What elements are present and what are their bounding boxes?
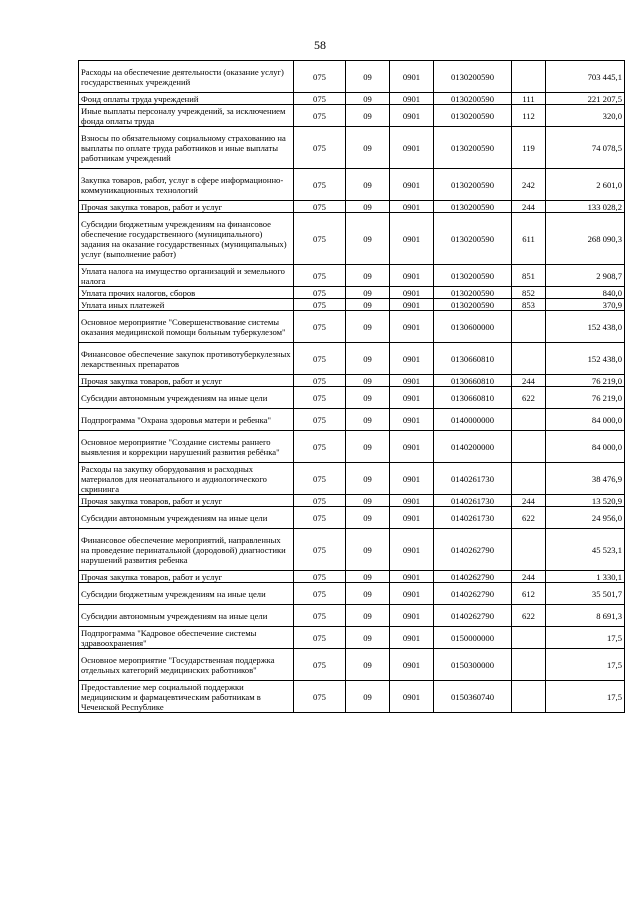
section-code-cell: 09 [346, 605, 390, 627]
amount-cell: 76 219,0 [546, 375, 625, 387]
table-row [79, 463, 625, 495]
expense-kind-cell [512, 311, 546, 343]
table-row [79, 201, 625, 213]
ministry-code-cell: 075 [294, 649, 346, 681]
budget-table-body [79, 61, 625, 713]
section-code-cell: 09 [346, 375, 390, 387]
budget-table [78, 60, 625, 713]
target-item-cell: 0140261730 [434, 507, 512, 529]
amount-cell: 17,5 [546, 627, 625, 649]
subsection-code-cell: 0901 [390, 431, 434, 463]
target-item-cell: 0130600000 [434, 311, 512, 343]
subsection-code-cell: 0901 [390, 127, 434, 169]
expense-name-cell: Подпрограмма "Охрана здоровья матери и ребенка" [79, 409, 294, 431]
subsection-code-cell: 0901 [390, 463, 434, 495]
ministry-code-cell: 075 [294, 529, 346, 571]
ministry-code-cell: 075 [294, 169, 346, 201]
target-item-cell: 0130200590 [434, 105, 512, 127]
expense-name-cell: Уплата прочих налогов, сборов [79, 287, 294, 299]
section-code-cell: 09 [346, 529, 390, 571]
subsection-code-cell: 0901 [390, 409, 434, 431]
target-item-cell: 0130200590 [434, 127, 512, 169]
expense-kind-cell [512, 463, 546, 495]
amount-cell: 84 000,0 [546, 431, 625, 463]
table-row [79, 343, 625, 375]
expense-kind-cell: 853 [512, 299, 546, 311]
expense-name-cell: Уплата иных платежей [79, 299, 294, 311]
expense-kind-cell: 244 [512, 495, 546, 507]
ministry-code-cell: 075 [294, 507, 346, 529]
expense-name-cell: Уплата налога на имущество организаций и земельного налога [79, 265, 294, 287]
amount-cell: 17,5 [546, 649, 625, 681]
subsection-code-cell: 0901 [390, 201, 434, 213]
table-row [79, 583, 625, 605]
target-item-cell: 0130200590 [434, 265, 512, 287]
table-row [79, 105, 625, 127]
table-row [79, 495, 625, 507]
expense-kind-cell [512, 649, 546, 681]
expense-kind-cell: 622 [512, 605, 546, 627]
expense-kind-cell: 612 [512, 583, 546, 605]
target-item-cell: 0130660810 [434, 387, 512, 409]
subsection-code-cell: 0901 [390, 287, 434, 299]
table-row [79, 571, 625, 583]
amount-cell: 268 090,3 [546, 213, 625, 265]
expense-kind-cell [512, 409, 546, 431]
subsection-code-cell: 0901 [390, 343, 434, 375]
subsection-code-cell: 0901 [390, 529, 434, 571]
table-row [79, 127, 625, 169]
subsection-code-cell: 0901 [390, 571, 434, 583]
expense-name-cell: Финансовое обеспечение закупок противотуберкулезных лекарственных препаратов [79, 343, 294, 375]
target-item-cell: 0140262790 [434, 605, 512, 627]
table-row [79, 61, 625, 93]
amount-cell: 152 438,0 [546, 343, 625, 375]
ministry-code-cell: 075 [294, 343, 346, 375]
table-row [79, 299, 625, 311]
table-row [79, 431, 625, 463]
section-code-cell: 09 [346, 343, 390, 375]
amount-cell: 8 691,3 [546, 605, 625, 627]
target-item-cell: 0140000000 [434, 409, 512, 431]
ministry-code-cell: 075 [294, 201, 346, 213]
amount-cell: 152 438,0 [546, 311, 625, 343]
table-row [79, 169, 625, 201]
expense-kind-cell: 622 [512, 387, 546, 409]
section-code-cell: 09 [346, 431, 390, 463]
ministry-code-cell: 075 [294, 93, 346, 105]
expense-name-cell: Субсидии автономным учреждениям на иные цели [79, 507, 294, 529]
target-item-cell: 0140200000 [434, 431, 512, 463]
amount-cell: 13 520,9 [546, 495, 625, 507]
ministry-code-cell: 075 [294, 265, 346, 287]
expense-kind-cell: 112 [512, 105, 546, 127]
subsection-code-cell: 0901 [390, 311, 434, 343]
ministry-code-cell: 075 [294, 299, 346, 311]
subsection-code-cell: 0901 [390, 105, 434, 127]
target-item-cell: 0130200590 [434, 299, 512, 311]
expense-name-cell: Предоставление мер социальной поддержки медицинским и фармацевтическим работникам в Чеченской Республике [79, 681, 294, 713]
section-code-cell: 09 [346, 649, 390, 681]
target-item-cell: 0130200590 [434, 169, 512, 201]
expense-kind-cell: 611 [512, 213, 546, 265]
table-row [79, 605, 625, 627]
expense-name-cell: Основное мероприятие "Государственная поддержка отдельных категорий медицинских работников" [79, 649, 294, 681]
table-row [79, 507, 625, 529]
amount-cell: 1 330,1 [546, 571, 625, 583]
amount-cell: 840,0 [546, 287, 625, 299]
ministry-code-cell: 075 [294, 571, 346, 583]
section-code-cell: 09 [346, 681, 390, 713]
section-code-cell: 09 [346, 201, 390, 213]
expense-kind-cell: 244 [512, 571, 546, 583]
expense-name-cell: Субсидии автономным учреждениям на иные цели [79, 605, 294, 627]
expense-name-cell: Фонд оплаты труда учреждений [79, 93, 294, 105]
expense-kind-cell [512, 627, 546, 649]
amount-cell: 320,0 [546, 105, 625, 127]
expense-kind-cell [512, 343, 546, 375]
section-code-cell: 09 [346, 61, 390, 93]
subsection-code-cell: 0901 [390, 387, 434, 409]
expense-kind-cell: 244 [512, 201, 546, 213]
section-code-cell: 09 [346, 265, 390, 287]
amount-cell: 35 501,7 [546, 583, 625, 605]
expense-kind-cell: 111 [512, 93, 546, 105]
page-number: 58 [314, 38, 326, 52]
expense-name-cell: Основное мероприятие "Создание системы раннего выявления и коррекции нарушений развития ребёнка" [79, 431, 294, 463]
amount-cell: 133 028,2 [546, 201, 625, 213]
expense-name-cell: Прочая закупка товаров, работ и услуг [79, 375, 294, 387]
expense-kind-cell [512, 431, 546, 463]
table-row [79, 213, 625, 265]
expense-kind-cell [512, 61, 546, 93]
table-row [79, 287, 625, 299]
section-code-cell: 09 [346, 495, 390, 507]
ministry-code-cell: 075 [294, 105, 346, 127]
ministry-code-cell: 075 [294, 627, 346, 649]
subsection-code-cell: 0901 [390, 583, 434, 605]
amount-cell: 24 956,0 [546, 507, 625, 529]
target-item-cell: 0130660810 [434, 343, 512, 375]
subsection-code-cell: 0901 [390, 681, 434, 713]
target-item-cell: 0150000000 [434, 627, 512, 649]
expense-kind-cell: 242 [512, 169, 546, 201]
section-code-cell: 09 [346, 387, 390, 409]
ministry-code-cell: 075 [294, 375, 346, 387]
ministry-code-cell: 075 [294, 387, 346, 409]
target-item-cell: 0140262790 [434, 529, 512, 571]
target-item-cell: 0130200590 [434, 61, 512, 93]
table-row [79, 387, 625, 409]
section-code-cell: 09 [346, 287, 390, 299]
target-item-cell: 0150300000 [434, 649, 512, 681]
amount-cell: 703 445,1 [546, 61, 625, 93]
amount-cell: 2 908,7 [546, 265, 625, 287]
expense-name-cell: Субсидии бюджетным учреждениям на иные цели [79, 583, 294, 605]
ministry-code-cell: 075 [294, 311, 346, 343]
target-item-cell: 0130200590 [434, 287, 512, 299]
expense-kind-cell: 852 [512, 287, 546, 299]
subsection-code-cell: 0901 [390, 61, 434, 93]
subsection-code-cell: 0901 [390, 93, 434, 105]
section-code-cell: 09 [346, 93, 390, 105]
target-item-cell: 0130200590 [434, 93, 512, 105]
ministry-code-cell: 075 [294, 583, 346, 605]
ministry-code-cell: 075 [294, 287, 346, 299]
target-item-cell: 0150360740 [434, 681, 512, 713]
target-item-cell: 0130200590 [434, 201, 512, 213]
subsection-code-cell: 0901 [390, 495, 434, 507]
ministry-code-cell: 075 [294, 409, 346, 431]
subsection-code-cell: 0901 [390, 299, 434, 311]
amount-cell: 84 000,0 [546, 409, 625, 431]
amount-cell: 221 207,5 [546, 93, 625, 105]
expense-name-cell: Закупка товаров, работ, услуг в сфере информационно-коммуникационных технологий [79, 169, 294, 201]
amount-cell: 370,9 [546, 299, 625, 311]
section-code-cell: 09 [346, 463, 390, 495]
subsection-code-cell: 0901 [390, 375, 434, 387]
target-item-cell: 0140262790 [434, 571, 512, 583]
section-code-cell: 09 [346, 507, 390, 529]
ministry-code-cell: 075 [294, 463, 346, 495]
amount-cell: 76 219,0 [546, 387, 625, 409]
section-code-cell: 09 [346, 105, 390, 127]
expense-kind-cell: 851 [512, 265, 546, 287]
ministry-code-cell: 075 [294, 127, 346, 169]
ministry-code-cell: 075 [294, 431, 346, 463]
expense-name-cell: Прочая закупка товаров, работ и услуг [79, 201, 294, 213]
target-item-cell: 0140262790 [434, 583, 512, 605]
table-row [79, 93, 625, 105]
expense-kind-cell: 244 [512, 375, 546, 387]
section-code-cell: 09 [346, 127, 390, 169]
subsection-code-cell: 0901 [390, 649, 434, 681]
subsection-code-cell: 0901 [390, 627, 434, 649]
subsection-code-cell: 0901 [390, 605, 434, 627]
subsection-code-cell: 0901 [390, 507, 434, 529]
table-row [79, 529, 625, 571]
amount-cell: 74 078,5 [546, 127, 625, 169]
expense-name-cell: Иные выплаты персоналу учреждений, за исключением фонда оплаты труда [79, 105, 294, 127]
target-item-cell: 0130200590 [434, 213, 512, 265]
table-row [79, 311, 625, 343]
expense-name-cell: Расходы на обеспечение деятельности (оказание услуг) государственных учреждений [79, 61, 294, 93]
ministry-code-cell: 075 [294, 495, 346, 507]
section-code-cell: 09 [346, 311, 390, 343]
ministry-code-cell: 075 [294, 213, 346, 265]
expense-name-cell: Прочая закупка товаров, работ и услуг [79, 495, 294, 507]
section-code-cell: 09 [346, 213, 390, 265]
expense-name-cell: Финансовое обеспечение мероприятий, направленных на проведение перинатальной (дородовой) диагностики нарушений развития ребенка [79, 529, 294, 571]
table-row [79, 375, 625, 387]
amount-cell: 38 476,9 [546, 463, 625, 495]
table-row [79, 649, 625, 681]
expense-kind-cell [512, 529, 546, 571]
expense-name-cell: Субсидии автономным учреждениям на иные цели [79, 387, 294, 409]
table-row [79, 265, 625, 287]
expense-name-cell: Прочая закупка товаров, работ и услуг [79, 571, 294, 583]
table-row [79, 681, 625, 713]
amount-cell: 45 523,1 [546, 529, 625, 571]
expense-name-cell: Основное мероприятие "Совершенствование системы оказания медицинской помощи больным туберкулезом" [79, 311, 294, 343]
amount-cell: 2 601,0 [546, 169, 625, 201]
expense-kind-cell: 622 [512, 507, 546, 529]
amount-cell: 17,5 [546, 681, 625, 713]
section-code-cell: 09 [346, 583, 390, 605]
target-item-cell: 0140261730 [434, 463, 512, 495]
expense-name-cell: Взносы по обязательному социальному страхованию на выплаты по оплате труда работников и иные выплаты работникам учреждений [79, 127, 294, 169]
subsection-code-cell: 0901 [390, 213, 434, 265]
subsection-code-cell: 0901 [390, 169, 434, 201]
expense-kind-cell [512, 681, 546, 713]
section-code-cell: 09 [346, 409, 390, 431]
ministry-code-cell: 075 [294, 61, 346, 93]
section-code-cell: 09 [346, 169, 390, 201]
expense-name-cell: Подпрограмма "Кадровое обеспечение системы здравоохранения" [79, 627, 294, 649]
expense-name-cell: Расходы на закупку оборудования и расходных материалов для неонатального и аудиологического скрининга [79, 463, 294, 495]
ministry-code-cell: 075 [294, 605, 346, 627]
subsection-code-cell: 0901 [390, 265, 434, 287]
table-row [79, 627, 625, 649]
ministry-code-cell: 075 [294, 681, 346, 713]
expense-kind-cell: 119 [512, 127, 546, 169]
table-row [79, 409, 625, 431]
section-code-cell: 09 [346, 627, 390, 649]
target-item-cell: 0140261730 [434, 495, 512, 507]
expense-name-cell: Субсидии бюджетным учреждениям на финансовое обеспечение государственного (муниципального) задания на оказание государственных (муниципальных) услуг (выполнение работ) [79, 213, 294, 265]
target-item-cell: 0130660810 [434, 375, 512, 387]
section-code-cell: 09 [346, 299, 390, 311]
section-code-cell: 09 [346, 571, 390, 583]
